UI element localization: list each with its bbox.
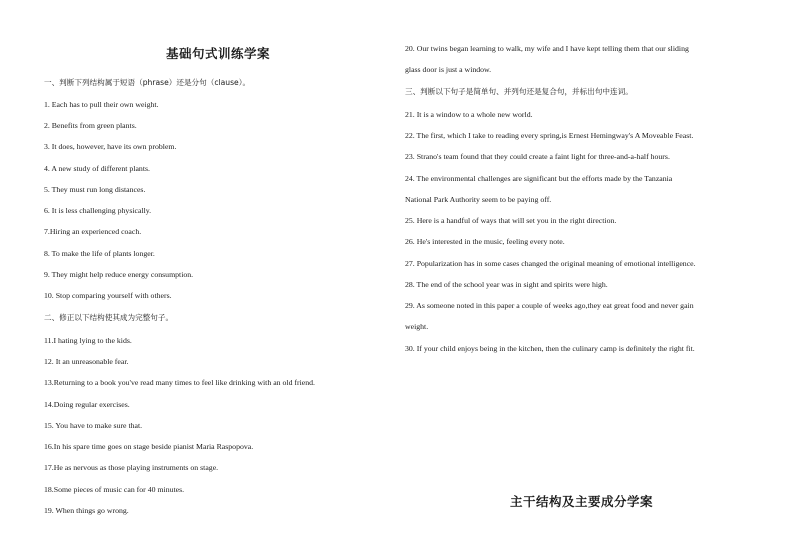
list-item: 30. If your child enjoys being in the kitchen, then the culinary camp is definitely the right fit. [405, 344, 695, 353]
list-item: 11.I hating lying to the kids. [44, 336, 132, 345]
footer-title: 主干结构及主要成分学案 [510, 494, 654, 509]
list-item: 5. They must run long distances. [44, 185, 146, 194]
list-item: 17.He as nervous as those playing instruments on stage. [44, 463, 219, 472]
list-item: 9. They might help reduce energy consumption. [44, 270, 194, 279]
list-item: 29. As someone noted in this paper a couple of weeks ago,they eat great food and never gain [405, 301, 694, 310]
list-item: 12. It an unreasonable fear. [44, 357, 129, 366]
list-item: 15. You have to make sure that. [44, 421, 143, 430]
list-item: 27. Popularization has in some cases changed the original meaning of emotional intelligence. [405, 259, 696, 268]
list-item-continuation: glass door is just a window. [405, 65, 492, 74]
list-item-continuation: National Park Authority seem to be paying off. [405, 195, 552, 204]
list-item-continuation: weight. [405, 322, 429, 331]
list-item: 1. Each has to pull their own weight. [44, 100, 159, 109]
list-item: 10. Stop comparing yourself with others. [44, 291, 172, 300]
section2-heading: 二、修正以下结构使其成为完整句子。 [44, 313, 174, 322]
list-item: 26. He's interested in the music, feeling every note. [405, 237, 565, 246]
list-item: 13.Returning to a book you've read many times to feel like drinking with an old friend. [44, 378, 315, 387]
list-item: 24. The environmental challenges are significant but the efforts made by the Tanzania [405, 174, 673, 183]
list-item: 20. Our twins began learning to walk, my wife and I have kept telling them that our sliding [405, 44, 689, 53]
list-item: 14.Doing regular exercises. [44, 400, 130, 409]
list-item: 25. Here is a handful of ways that will set you in the right direction. [405, 216, 617, 225]
list-item: 8. To make the life of plants longer. [44, 249, 155, 258]
list-item: 2. Benefits from green plants. [44, 121, 137, 130]
list-item: 19. When things go wrong. [44, 506, 129, 515]
list-item: 7.Hiring an experienced coach. [44, 227, 142, 236]
list-item: 23. Strano's team found that they could create a faint light for three-and-a-half hours. [405, 152, 670, 161]
list-item: 4. A new study of different plants. [44, 164, 150, 173]
list-item: 6. It is less challenging physically. [44, 206, 152, 215]
list-item: 28. The end of the school year was in sight and spirits were high. [405, 280, 608, 289]
list-item: 18.Some pieces of music can for 40 minutes. [44, 485, 185, 494]
list-item: 3. It does, however, have its own problem. [44, 142, 177, 151]
list-item: 16.In his spare time goes on stage beside pianist Maria Raspopova. [44, 442, 254, 451]
section1-heading: 一、判断下列结构属于短语（phrase）还是分句（clause）。 [44, 78, 251, 87]
worksheet-title: 基础句式训练学案 [166, 46, 271, 61]
list-item: 22. The first, which I take to reading every spring,is Ernest Hemingway's A Moveable Feast. [405, 131, 694, 140]
section3-heading: 三、判断以下句子是简单句、并列句还是复合句，并标出句中连词。 [405, 87, 633, 96]
list-item: 21. It is a window to a whole new world. [405, 110, 533, 119]
